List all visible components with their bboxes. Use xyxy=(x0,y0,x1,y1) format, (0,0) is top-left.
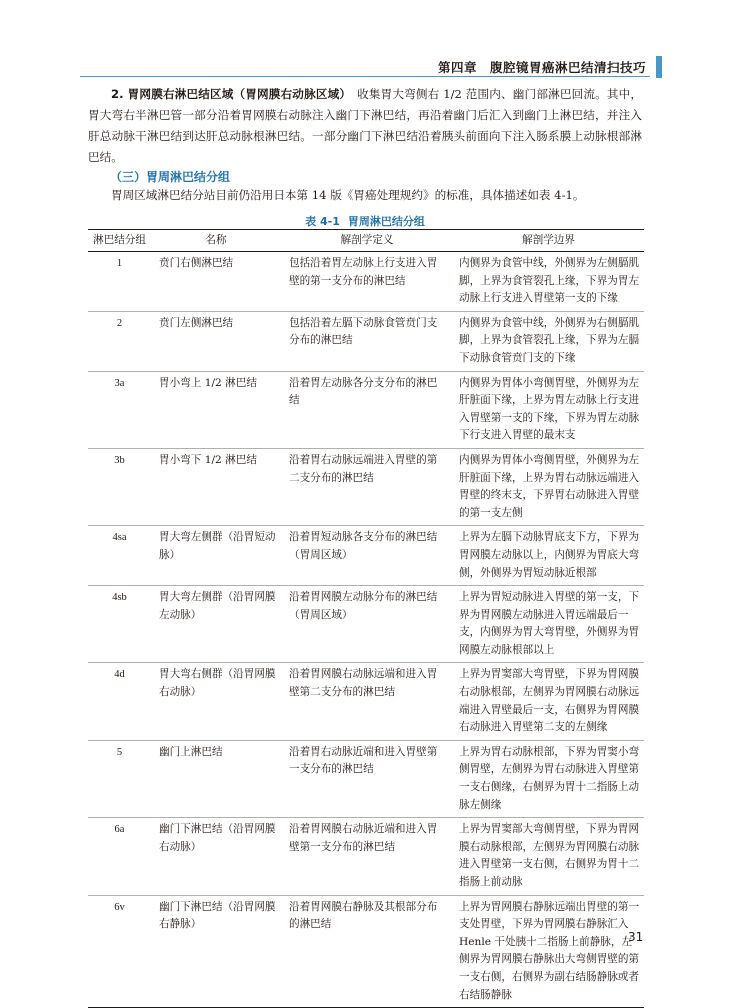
lymph-node-table-container xyxy=(88,229,644,1008)
cell-definition: 沿着胃网膜左动脉分布的淋巴结（胃周区域） xyxy=(281,586,453,663)
cell-name: 胃小弯上 1/2 淋巴结 xyxy=(151,371,281,448)
sub-heading: 2. 胃网膜右淋巴结区域（胃网膜右动脉区域） xyxy=(111,87,346,101)
cell-name: 胃小弯下 1/2 淋巴结 xyxy=(151,448,281,525)
paragraph-gastroepiploic-right-region xyxy=(88,84,642,168)
cell-group: 4sb xyxy=(88,586,151,663)
paragraph-body: 收集胃大弯侧右 1/2 范围内、幽门部淋巴回流。其中，胃大弯右半淋巴管一部分沿着胃网膜右动脉注入幽门下淋巴结，再沿着幽门后汇入到幽门上淋巴结，并注入肝总动脉干淋巴结到达肝总动脉根淋巴结。一部分幽门下淋巴结沿着胰头前面向下注入肠系膜上动脉根部淋巴结。 xyxy=(88,87,642,164)
cell-boundary: 内侧界为食管中线，外侧界为左侧膈肌脚，上界为食管裂孔上缘，下界为胃左动脉上行支进入胃壁第一支的下缘 xyxy=(453,252,644,312)
cell-boundary: 上界为胃窦部大弯侧胃壁，下界为胃网膜右动脉根部，左侧界为胃网膜右动脉进入胃壁第一支右侧，右侧界为胃十二指肠上前动脉 xyxy=(453,818,644,895)
cell-group: 3a xyxy=(88,371,151,448)
table-caption-title: 胃周淋巴结分组 xyxy=(347,215,425,228)
table-row xyxy=(88,895,644,1008)
cell-group: 3b xyxy=(88,448,151,525)
header-definition: 解剖学定义 xyxy=(281,230,453,252)
cell-name: 胃大弯左侧群（沿胃短动脉） xyxy=(151,526,281,586)
cell-group: 5 xyxy=(88,740,151,817)
cell-definition: 沿着胃短动脉各支分布的淋巴结（胃周区域） xyxy=(281,526,453,586)
running-head-accent-bar xyxy=(656,56,662,78)
cell-name: 贲门左侧淋巴结 xyxy=(151,311,281,371)
cell-boundary: 上界为胃右动脉根部，下界为胃窦小弯侧胃壁，左侧界为胃右动脉进入胃壁第一支右侧缘，右侧界为胃十二指肠上动脉左侧缘 xyxy=(453,740,644,817)
cell-name: 幽门下淋巴结（沿胃网膜右动脉） xyxy=(151,818,281,895)
cell-boundary: 上界为左膈下动脉胃底支下方，下界为胃网膜左动脉以上，内侧界为胃底大弯侧，外侧界为胃短动脉近根部 xyxy=(453,526,644,586)
cell-boundary: 内侧界为食管中线，外侧界为右侧膈肌脚，上界为食管裂孔上缘，下界为左膈下动脉食管贲门支的下缘 xyxy=(453,311,644,371)
cell-group: 6a xyxy=(88,818,151,895)
cell-definition: 沿着胃网膜右动脉远端和进入胃壁第二支分布的淋巴结 xyxy=(281,663,453,740)
table-row xyxy=(88,740,644,817)
cell-boundary: 上界为胃短动脉进入胃壁的第一支，下界为胃网膜左动脉进入胃远端最后一支，内侧界为胃大弯胃壁，外侧界为胃网膜左动脉根部以上 xyxy=(453,586,644,663)
cell-name: 幽门下淋巴结（沿胃网膜右静脉） xyxy=(151,895,281,1008)
table-row xyxy=(88,371,644,448)
cell-definition: 包括沿着左膈下动脉食管贲门支分布的淋巴结 xyxy=(281,311,453,371)
section-heading: （三）胃周淋巴结分组 xyxy=(110,170,231,184)
table-caption-number: 表 4-1 xyxy=(305,215,340,228)
cell-name: 胃大弯右侧群（沿胃网膜右动脉） xyxy=(151,663,281,740)
paragraph-intro-table: 胃周区域淋巴结分站目前仍沿用日本第 14 版《胃癌处理规约》的标准，具体描述如表 4-1。 xyxy=(111,188,585,202)
cell-name: 幽门上淋巴结 xyxy=(151,740,281,817)
table-row xyxy=(88,586,644,663)
cell-group: 4d xyxy=(88,663,151,740)
cell-definition: 沿着胃右动脉近端和进入胃壁第一支分布的淋巴结 xyxy=(281,740,453,817)
cell-definition: 包括沿着胃左动脉上行支进入胃壁的第一支分布的淋巴结 xyxy=(281,252,453,312)
cell-boundary: 上界为胃网膜右静脉远端出胃壁的第一支处胃壁，下界为胃网膜右静脉汇入Henle 干处胰十二指肠上前静脉，左侧界为胃网膜右静脉出大弯侧胃壁的第一支右侧，右侧界为副右结肠静脉或者右结肠静脉 xyxy=(453,895,644,1008)
cell-boundary: 内侧界为胃体小弯侧胃壁，外侧界为左肝脏面下缘，上界为胃右动脉远端进入胃壁的终末支，下界胃右动脉进入胃壁的第一支左侧 xyxy=(453,448,644,525)
table-row xyxy=(88,448,644,525)
table-caption xyxy=(0,213,730,229)
table-row xyxy=(88,311,644,371)
cell-group: 1 xyxy=(88,252,151,312)
running-head xyxy=(438,56,646,78)
table-row xyxy=(88,818,644,895)
cell-name: 贲门右侧淋巴结 xyxy=(151,252,281,312)
header-name: 名称 xyxy=(151,230,281,252)
cell-definition: 沿着胃网膜右静脉及其根部分布的淋巴结 xyxy=(281,895,453,1008)
cell-name: 胃大弯左侧群（沿胃网膜左动脉） xyxy=(151,586,281,663)
cell-group: 6v xyxy=(88,895,151,1008)
cell-definition: 沿着胃网膜右动脉近端和进入胃壁第一支分布的淋巴结 xyxy=(281,818,453,895)
cell-group: 4sa xyxy=(88,526,151,586)
cell-boundary: 上界为胃窦部大弯胃壁，下界为胃网膜右动脉根部，左侧界为胃网膜右动脉远端进入胃壁最后一支，右侧界为胃网膜右动脉进入胃壁第二支的左侧缘 xyxy=(453,663,644,740)
running-head-title: 第四章 腹腔镜胃癌淋巴结清扫技巧 xyxy=(437,60,646,75)
cell-definition: 沿着胃右动脉远端进入胃壁的第二支分布的淋巴结 xyxy=(281,448,453,525)
header-boundary: 解剖学边界 xyxy=(453,230,644,252)
cell-group: 2 xyxy=(88,311,151,371)
cell-boundary: 内侧界为胃体小弯侧胃壁，外侧界为左肝脏面下缘，上界为胃左动脉上行支进入胃壁第一支的下缘，下界为胃左动脉下行支进入胃壁的最末支 xyxy=(453,371,644,448)
header-group: 淋巴结分组 xyxy=(88,230,151,252)
page-number: 31 xyxy=(628,930,644,944)
lymph-node-table xyxy=(88,229,644,1008)
table-header-row xyxy=(88,230,644,252)
table-row xyxy=(88,526,644,586)
cell-definition: 沿着胃左动脉各分支分布的淋巴结 xyxy=(281,371,453,448)
table-row xyxy=(88,252,644,312)
table-row xyxy=(88,663,644,740)
header-rule xyxy=(80,76,650,77)
